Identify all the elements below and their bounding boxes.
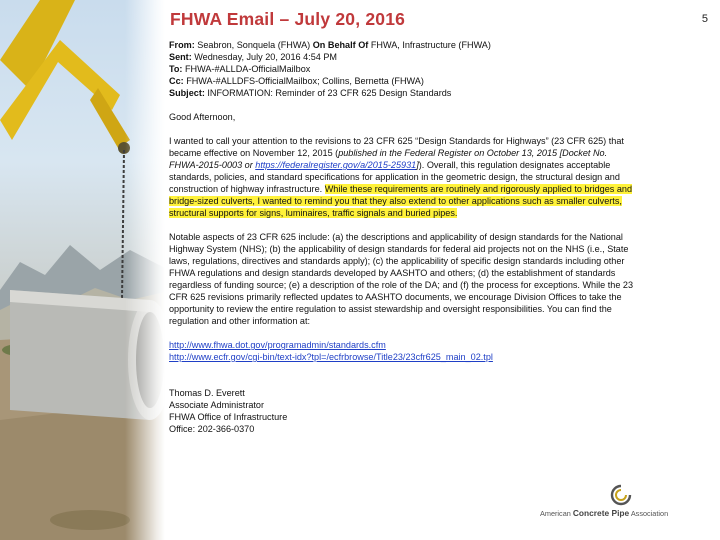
email-greeting: Good Afternoon, [169, 112, 236, 122]
page-number: 5 [701, 13, 708, 25]
acpa-logo-icon [610, 484, 632, 506]
acpa-logo-text: American Concrete Pipe Association [540, 508, 669, 518]
pipe-installation-photo [0, 0, 165, 540]
email-paragraph-2: Notable aspects of 23 CFR 625 include: (a) the descriptions and applicability of design standards for the National Highway System (NHS); (b) the applicability of design standards for federal aid projects not on the NHS (i.e., State laws, regulations, directives and standards apply); (c) the applicability of specific design standards including other FHWA regulations and design standards developed by AASHTO and others; (d) the establishment of standards regardless of funding source; (e) a description of the role of the DA; and (f) the process for exceptions. While the 23 CFR 625 revisions primarily reflected updates to AASHTO documents, we encourage Division Offices to take the opportunity to review the entire regulation to assist stewardship and oversight responsibilities. You can find the regulation and other information at: [169, 232, 634, 326]
photo-fade [125, 0, 165, 540]
email-paragraph-1: I wanted to call your attention to the revisions to 23 CFR 625 “Design Standards for Highways” (23 CFR 625) that became effective on November 12, 2015 (published in the Federal Register on October 13, 2015 [Docket No. FHWA-2015-0003 or https://federalregister.gov/a/2015-25931]). Overall, this regulation designates acceptable standards, policies, and standard specifications for application in the geometric design, the structural design and construction of highway infrastructure. While these requirements are routinely and rigorously applied to bridges and bridge-sized culverts, I wanted to remind you that they also extend to other applications such as smaller culverts, structural supports for signs, luminaires, traffic signals and buried pipes. [169, 136, 633, 218]
signature-office: FHWA Office of Infrastructure [169, 412, 288, 422]
email-subject: Subject: INFORMATION: Reminder of 23 CFR 625 Design Standards [169, 88, 452, 98]
email-to: To: FHWA-#ALLDA-OfficialMailbox [169, 64, 311, 74]
email-sent: Sent: Wednesday, July 20, 2016 4:54 PM [169, 52, 337, 62]
email-cc: Cc: FHWA-#ALLDFS-OfficialMailbox; Collins, Bernetta (FHWA) [169, 76, 424, 86]
slide-title: FHWA Email – July 20, 2016 [170, 9, 406, 29]
signature-title: Associate Administrator [169, 400, 265, 410]
email-from: From: Seabron, Sonquela (FHWA) On Behalf Of FHWA, Infrastructure (FHWA) [169, 40, 491, 50]
highlighted-text: While these requirements are routinely and rigorously applied to bridges and bridge-sized culverts, I wanted to remind you that they also extend to other applications such as smaller culverts, structural supports for signs, luminaires, traffic signals and buried pipes. [169, 184, 633, 218]
fhwa-standards-link[interactable]: http://www.fhwa.dot.gov/programadmin/standards.cfm [169, 340, 386, 350]
federal-register-link[interactable]: https://federalregister.gov/a/2015-25931 [255, 160, 417, 170]
signature-phone: Office: 202-366-0370 [169, 424, 255, 434]
email-body [169, 39, 639, 435]
signature-name: Thomas D. Everett [169, 388, 245, 398]
acpa-logo [540, 484, 695, 524]
ecfr-regulation-link[interactable]: http://www.ecfr.gov/cgi-bin/text-idx?tpl=/ecfrbrowse/Title23/23cfr625_main_02.tpl [169, 352, 493, 362]
